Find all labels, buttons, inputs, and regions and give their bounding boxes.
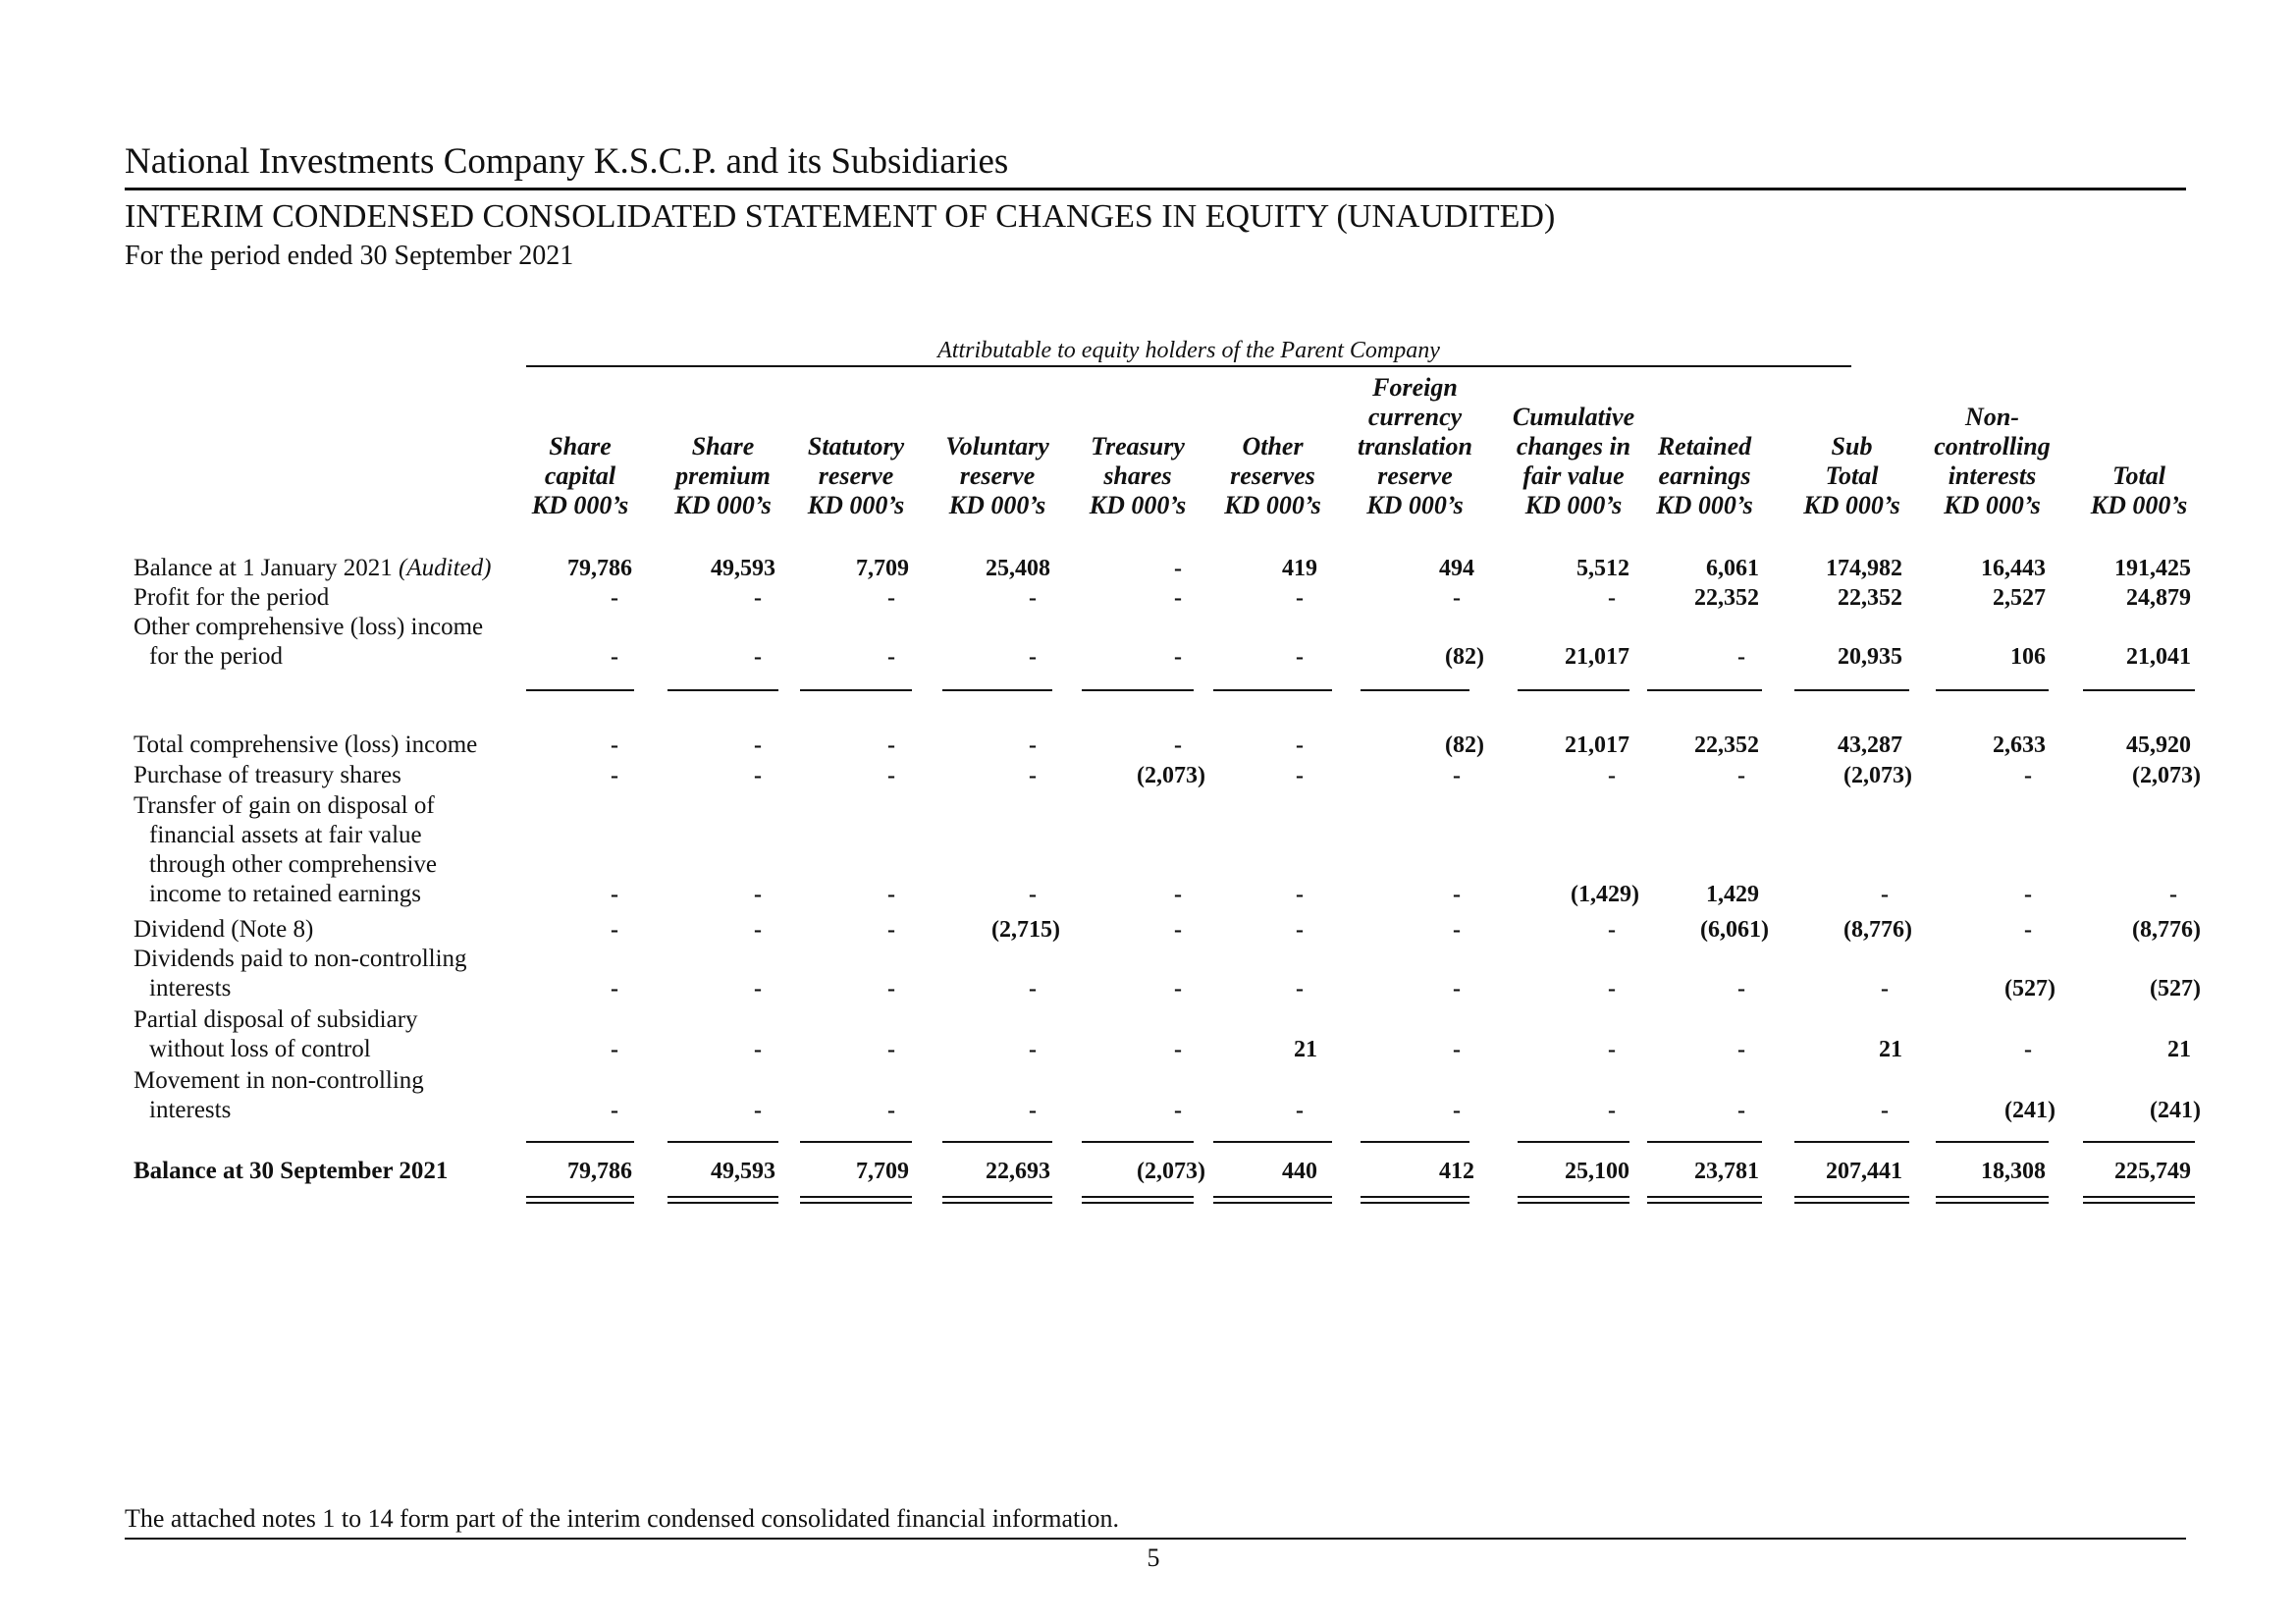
table-cell: - (1737, 976, 1745, 1001)
total-double-rule (1082, 1196, 1194, 1204)
table-cell: - (1296, 917, 1304, 943)
row-label-text: Dividend (Note 8) (133, 916, 314, 943)
table-cell: 7,709 (856, 1159, 909, 1184)
table-cell: - (611, 1037, 618, 1062)
table-cell: - (1453, 976, 1461, 1001)
subtotal-rule (2083, 1141, 2195, 1143)
table-cell: - (1453, 1037, 1461, 1062)
row-label-text: through other comprehensive (149, 851, 437, 878)
row-label-text: Dividends paid to non-controlling (133, 946, 467, 972)
table-cell: 207,441 (1826, 1159, 1902, 1184)
row-label-line (133, 1157, 448, 1186)
table-cell: - (2024, 882, 2032, 907)
row-label-text: Balance at 30 September 2021 (133, 1158, 449, 1184)
row-label (133, 945, 467, 1003)
subtotal-rule (526, 689, 634, 691)
row-label-text: income to retained earnings (149, 881, 421, 907)
row-label-line (133, 821, 437, 850)
row-label-text: interests (149, 975, 232, 1001)
footer-rule (125, 1538, 2186, 1540)
subtotal-rule (942, 1141, 1052, 1143)
table-cell: 22,352 (1694, 585, 1759, 611)
table-cell: - (1174, 1037, 1182, 1062)
table-cell: - (611, 585, 618, 611)
table-cell: - (1029, 976, 1037, 1001)
table-cell: 494 (1439, 556, 1474, 581)
table-cell: - (1608, 917, 1616, 943)
table-cell: - (1881, 882, 1889, 907)
table-cell: - (1881, 976, 1889, 1001)
table-cell: (241) (2150, 1098, 2201, 1123)
column-header-line: earnings (1658, 461, 1751, 490)
column-header-line: reserve (818, 461, 894, 490)
header-rule (125, 188, 2186, 190)
column-header-line: Retained (1657, 432, 1752, 460)
row-label-line (133, 583, 329, 613)
table-cell: - (1296, 585, 1304, 611)
table-cell: - (611, 763, 618, 788)
table-cell: - (1296, 644, 1304, 670)
table-cell: - (1737, 763, 1745, 788)
table-cell: - (754, 976, 762, 1001)
subtotal-rule (667, 1141, 778, 1143)
table-cell: - (1737, 1098, 1745, 1123)
table-cell: 1,429 (1706, 882, 1759, 907)
table-cell: - (1029, 1037, 1037, 1062)
table-cell: - (1029, 585, 1037, 611)
table-cell: 21,017 (1565, 644, 1629, 670)
row-label-line (133, 791, 437, 821)
table-cell: - (887, 917, 895, 943)
column-header-line: Non- (1965, 403, 2019, 431)
column-header-line: controlling (1934, 432, 2051, 460)
total-double-rule (1361, 1196, 1469, 1204)
subtotal-rule (2083, 689, 2195, 691)
table-cell: 20,935 (1838, 644, 1902, 670)
company-name: National Investments Company K.S.C.P. and its Subsidiaries (125, 141, 1009, 182)
table-cell: 25,100 (1565, 1159, 1629, 1184)
table-cell: - (611, 1098, 618, 1123)
table-cell: - (1029, 644, 1037, 670)
table-cell: - (887, 585, 895, 611)
total-double-rule (1936, 1196, 2049, 1204)
column-header-line: shares (1103, 461, 1172, 490)
table-cell: - (611, 882, 618, 907)
subtotal-rule (942, 689, 1052, 691)
row-label (133, 583, 329, 613)
subtotal-rule (667, 689, 778, 691)
total-double-rule (1213, 1196, 1332, 1204)
table-cell: - (1608, 585, 1616, 611)
table-cell: - (1608, 763, 1616, 788)
table-cell: - (754, 763, 762, 788)
column-header-line: reserves (1230, 461, 1315, 490)
column-header-line: Share (691, 432, 755, 460)
table-cell: - (1174, 732, 1182, 758)
row-label-text: Other comprehensive (loss) income (133, 614, 484, 640)
table-cell: 16,443 (1981, 556, 2046, 581)
table-cell: (2,073) (1137, 1159, 1205, 1184)
subtotal-rule (1213, 689, 1332, 691)
column-header-line: capital (544, 461, 616, 490)
column-header (1195, 432, 1352, 520)
row-label (133, 1157, 448, 1186)
column-header-line: currency (1367, 403, 1463, 431)
table-cell: 21 (1294, 1037, 1317, 1062)
table-cell: (2,073) (2132, 763, 2201, 788)
column-header (2060, 461, 2217, 520)
table-cell: - (887, 644, 895, 670)
column-header-line: KD 000’s (531, 491, 629, 519)
group-header: Attributable to equity holders of the Parent Company (937, 338, 1440, 363)
column-header-line: Cumulative (1512, 403, 1635, 431)
column-header-line: reserve (1377, 461, 1453, 490)
table-cell: - (887, 976, 895, 1001)
table-cell: (2,715) (991, 917, 1060, 943)
table-cell: 2,633 (1993, 732, 2046, 758)
table-cell: 22,352 (1694, 732, 1759, 758)
column-header-line: Voluntary (945, 432, 1049, 460)
table-cell: 43,287 (1838, 732, 1902, 758)
table-cell: - (887, 1098, 895, 1123)
column-header-line: KD 000’s (2090, 491, 2188, 519)
column-header-line: KD 000’s (1524, 491, 1623, 519)
row-label (133, 761, 401, 790)
table-cell: 25,408 (986, 556, 1050, 581)
column-header-line: premium (675, 461, 771, 490)
table-cell: - (754, 1098, 762, 1123)
table-cell: 191,425 (2114, 556, 2191, 581)
table-cell: (2,073) (1843, 763, 1912, 788)
subtotal-rule (1082, 1141, 1194, 1143)
total-double-rule (942, 1196, 1052, 1204)
table-cell: - (1174, 556, 1182, 581)
table-cell: 49,593 (711, 1159, 775, 1184)
column-header-line: Total (1825, 461, 1879, 490)
table-cell: - (887, 1037, 895, 1062)
column-header (777, 432, 934, 520)
table-cell: 18,308 (1981, 1159, 2046, 1184)
table-cell: - (887, 763, 895, 788)
table-cell: (8,776) (1843, 917, 1912, 943)
column-header (1059, 432, 1216, 520)
table-cell: - (1296, 763, 1304, 788)
table-cell: - (1737, 1037, 1745, 1062)
table-cell: - (611, 976, 618, 1001)
table-cell: (2,073) (1137, 763, 1205, 788)
column-header-line: Share (549, 432, 612, 460)
table-cell: - (1029, 732, 1037, 758)
column-header-line: KD 000’s (1803, 491, 1900, 519)
column-header-line: KD 000’s (1089, 491, 1187, 519)
table-cell: - (1029, 882, 1037, 907)
row-label-line (133, 613, 483, 642)
row-label-line (133, 915, 313, 945)
statement-title: INTERIM CONDENSED CONSOLIDATED STATEMENT OF CHANGES IN EQUITY (UNAUDITED) (125, 198, 1556, 235)
subtotal-rule (1647, 1141, 1762, 1143)
subtotal-rule (1361, 689, 1469, 691)
column-header (1337, 373, 1494, 520)
table-cell: - (887, 732, 895, 758)
table-cell: - (754, 882, 762, 907)
row-label-text: for the period (149, 643, 284, 670)
subtotal-rule (1361, 1141, 1469, 1143)
table-cell: - (1608, 1037, 1616, 1062)
row-label-line (133, 974, 467, 1003)
row-label-line (133, 1066, 424, 1096)
table-cell: - (1296, 976, 1304, 1001)
table-cell: - (1174, 976, 1182, 1001)
column-header (502, 432, 659, 520)
row-label-text: financial assets at fair value (149, 822, 422, 848)
table-cell: - (611, 732, 618, 758)
column-header (1914, 403, 2071, 520)
row-label-line (133, 1005, 418, 1035)
total-double-rule (526, 1196, 634, 1204)
subtotal-rule (1794, 689, 1909, 691)
column-header-line: fair value (1522, 461, 1625, 490)
subtotal-rule (800, 689, 912, 691)
table-cell: - (611, 917, 618, 943)
row-label-line (133, 1096, 424, 1125)
row-label-line (133, 850, 437, 880)
row-label-text: interests (149, 1097, 232, 1123)
table-cell: 22,693 (986, 1159, 1050, 1184)
row-label-text: Profit for the period (133, 584, 330, 611)
total-double-rule (1647, 1196, 1762, 1204)
period-subtitle: For the period ended 30 September 2021 (125, 241, 574, 271)
table-cell: 412 (1439, 1159, 1474, 1184)
table-cell: 23,781 (1694, 1159, 1759, 1184)
table-cell: - (1608, 976, 1616, 1001)
column-header-line: interests (1948, 461, 2037, 490)
table-cell: 440 (1282, 1159, 1317, 1184)
table-cell: 2,527 (1993, 585, 2046, 611)
table-cell: - (1737, 644, 1745, 670)
column-header-line: reserve (959, 461, 1036, 490)
row-label (133, 915, 313, 945)
footnote: The attached notes 1 to 14 form part of the interim condensed consolidated financial information. (125, 1504, 1119, 1533)
row-label-text: Partial disposal of subsidiary (133, 1006, 418, 1033)
table-cell: - (1453, 763, 1461, 788)
row-label (133, 1005, 418, 1064)
table-cell: 5,512 (1576, 556, 1629, 581)
subtotal-rule (1213, 1141, 1332, 1143)
column-header-line: KD 000’s (1944, 491, 2041, 519)
row-label-suffix: (Audited) (399, 555, 492, 581)
table-cell: - (1608, 1098, 1616, 1123)
row-label-line (133, 1035, 418, 1064)
table-cell: 7,709 (856, 556, 909, 581)
table-cell: - (2024, 763, 2032, 788)
row-label-text: Balance at 1 January 2021 (133, 555, 393, 581)
table-cell: 24,879 (2126, 585, 2191, 611)
table-cell: - (887, 882, 895, 907)
table-cell: - (1453, 917, 1461, 943)
subtotal-rule (800, 1141, 912, 1143)
column-header (1627, 432, 1784, 520)
table-cell: - (1174, 585, 1182, 611)
table-cell: - (754, 917, 762, 943)
subtotal-rule (1082, 689, 1194, 691)
table-cell: 21 (1879, 1037, 1902, 1062)
row-label-text: without loss of control (149, 1036, 371, 1062)
table-cell: 49,593 (711, 556, 775, 581)
column-header-line: changes in (1516, 432, 1631, 460)
table-cell: - (1174, 917, 1182, 943)
table-cell: 174,982 (1826, 556, 1902, 581)
row-label-text: Movement in non-controlling (133, 1067, 424, 1094)
subtotal-rule (1794, 1141, 1909, 1143)
table-cell: 79,786 (567, 1159, 632, 1184)
total-double-rule (667, 1196, 778, 1204)
table-cell: - (754, 1037, 762, 1062)
table-cell: (527) (2004, 976, 2056, 1001)
column-header-line: Treasury (1091, 432, 1185, 460)
table-cell: (1,429) (1571, 882, 1639, 907)
table-cell: - (1296, 882, 1304, 907)
table-cell: - (2024, 1037, 2032, 1062)
table-cell: - (1453, 1098, 1461, 1123)
table-cell: (82) (1445, 644, 1484, 670)
column-header-line: Statutory (807, 432, 905, 460)
table-cell: 45,920 (2126, 732, 2191, 758)
table-cell: - (1029, 763, 1037, 788)
table-cell: - (754, 585, 762, 611)
table-cell: 21,041 (2126, 644, 2191, 670)
group-header-rule (526, 365, 1851, 367)
table-cell: (6,061) (1700, 917, 1769, 943)
row-label-text: Total comprehensive (loss) income (133, 731, 478, 758)
table-cell: 419 (1282, 556, 1317, 581)
row-label-text: Transfer of gain on disposal of (133, 792, 435, 819)
subtotal-rule (1518, 1141, 1629, 1143)
column-header-line: KD 000’s (948, 491, 1046, 519)
table-cell: 21,017 (1565, 732, 1629, 758)
row-label-line (133, 945, 467, 974)
table-cell: 79,786 (567, 556, 632, 581)
column-header-line: translation (1357, 432, 1473, 460)
column-header-line: KD 000’s (1366, 491, 1464, 519)
table-cell: (527) (2150, 976, 2201, 1001)
table-cell: 22,352 (1838, 585, 1902, 611)
row-label (133, 1066, 424, 1125)
table-cell: - (1296, 732, 1304, 758)
table-cell: 225,749 (2114, 1159, 2191, 1184)
row-label-line (133, 880, 437, 909)
table-cell: - (1296, 1098, 1304, 1123)
column-header-line: Total (2112, 461, 2165, 490)
total-double-rule (1794, 1196, 1909, 1204)
table-cell: 21 (2167, 1037, 2191, 1062)
row-label-text: Purchase of treasury shares (133, 762, 401, 788)
table-cell: - (1453, 585, 1461, 611)
table-cell: 106 (2010, 644, 2046, 670)
table-cell: - (754, 732, 762, 758)
total-double-rule (2083, 1196, 2195, 1204)
column-header-line: KD 000’s (807, 491, 905, 519)
column-header-line: KD 000’s (1656, 491, 1753, 519)
total-double-rule (800, 1196, 912, 1204)
subtotal-rule (1936, 1141, 2049, 1143)
table-cell: 6,061 (1706, 556, 1759, 581)
table-cell: - (1174, 882, 1182, 907)
column-header-line: Other (1242, 432, 1304, 460)
table-cell: (241) (2004, 1098, 2056, 1123)
table-cell: - (1029, 1098, 1037, 1123)
subtotal-rule (1936, 689, 2049, 691)
table-cell: - (2169, 882, 2177, 907)
column-header (919, 432, 1076, 520)
table-cell: - (2024, 917, 2032, 943)
table-cell: (82) (1445, 732, 1484, 758)
subtotal-rule (526, 1141, 634, 1143)
row-label-line (133, 761, 401, 790)
column-header (1774, 432, 1931, 520)
table-cell: (8,776) (2132, 917, 2201, 943)
table-cell: - (1881, 1098, 1889, 1123)
table-cell: - (1174, 1098, 1182, 1123)
column-header-line: KD 000’s (1224, 491, 1321, 519)
table-cell: - (611, 644, 618, 670)
subtotal-rule (1647, 689, 1762, 691)
table-cell: - (1174, 644, 1182, 670)
column-header-line: Sub (1831, 432, 1873, 460)
subtotal-rule (1518, 689, 1629, 691)
total-double-rule (1518, 1196, 1629, 1204)
table-cell: - (1453, 882, 1461, 907)
column-header-line: Foreign (1372, 373, 1458, 402)
column-header-line: KD 000’s (674, 491, 772, 519)
table-cell: - (754, 644, 762, 670)
row-label (133, 791, 437, 909)
page-number: 5 (1147, 1543, 1160, 1572)
